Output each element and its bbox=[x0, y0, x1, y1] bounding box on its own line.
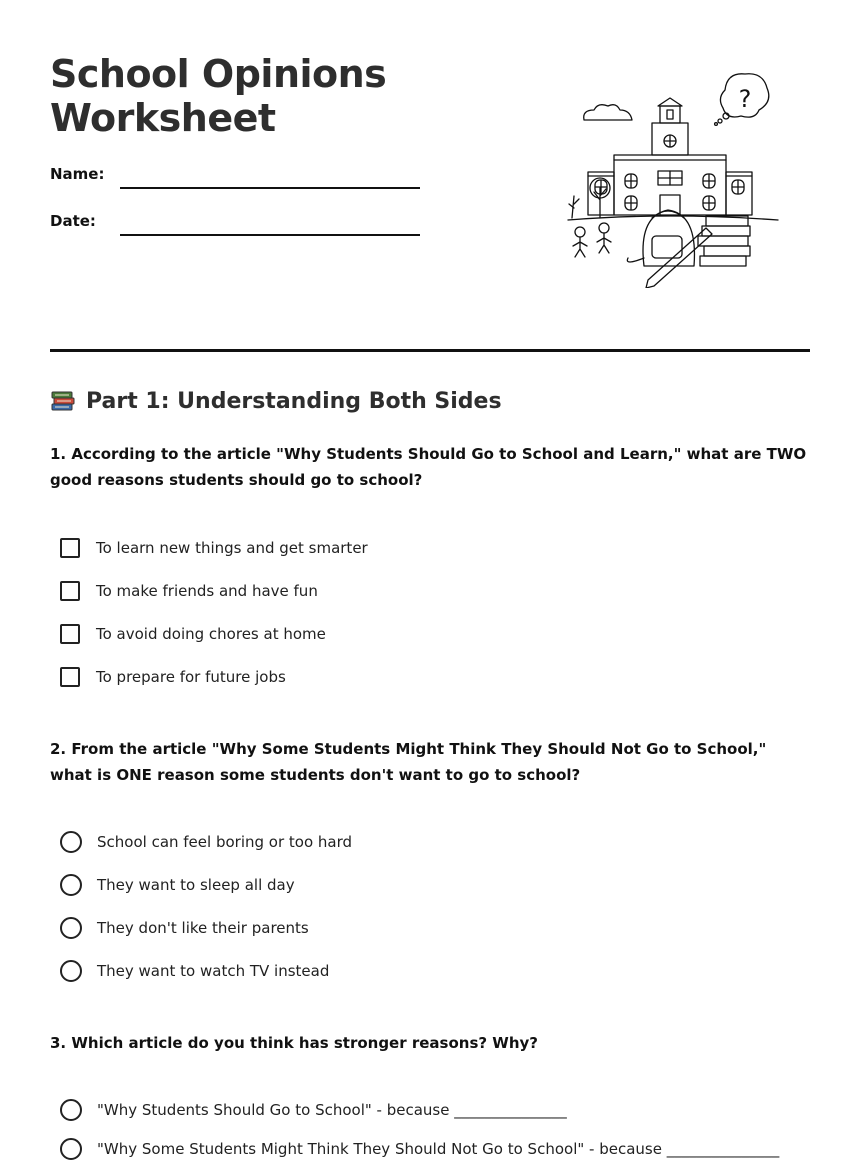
checkbox[interactable] bbox=[60, 624, 80, 644]
date-field[interactable] bbox=[120, 234, 420, 236]
page-title bbox=[50, 52, 386, 140]
option-label: They want to sleep all day bbox=[97, 876, 295, 894]
q1-option-3[interactable] bbox=[60, 622, 326, 646]
option-label: To learn new things and get smarter bbox=[96, 539, 368, 557]
option-label: They don't like their parents bbox=[97, 919, 309, 937]
radio-button[interactable] bbox=[60, 831, 82, 853]
radio-button[interactable] bbox=[60, 874, 82, 896]
option-label: School can feel boring or too hard bbox=[97, 833, 353, 851]
part1-heading bbox=[50, 388, 502, 414]
option-label: "Why Students Should Go to School" - because _______________ bbox=[97, 1101, 567, 1119]
q3-option-1[interactable] bbox=[60, 1098, 567, 1122]
option-label: "Why Some Students Might Think They Should Not Go to School" - because _______________ bbox=[97, 1140, 780, 1158]
q2-option-2[interactable] bbox=[60, 873, 295, 897]
question-1: 1. According to the article "Why Students Should Go to School and Learn," what are TWO good reasons students should go to school? bbox=[50, 445, 807, 489]
books-icon bbox=[50, 388, 76, 414]
q2-option-4[interactable] bbox=[60, 959, 329, 983]
q3-option-2[interactable] bbox=[60, 1137, 779, 1161]
title-line-1: School Opinions bbox=[50, 52, 387, 96]
q1-option-2[interactable] bbox=[60, 579, 318, 603]
radio-button[interactable] bbox=[60, 960, 82, 982]
name-field[interactable] bbox=[120, 187, 420, 189]
q2-option-1[interactable] bbox=[60, 830, 352, 854]
question-3: 3. Which article do you think has stronger reasons? Why? bbox=[50, 1034, 539, 1052]
q1-option-1[interactable] bbox=[60, 536, 368, 560]
radio-button[interactable] bbox=[60, 917, 82, 939]
question-2: 2. From the article "Why Some Students Might Think They Should Not Go to School," what is ONE reason some students don't want to go to school? bbox=[50, 740, 767, 784]
option-label: To make friends and have fun bbox=[96, 582, 318, 600]
date-label: Date: bbox=[50, 212, 96, 230]
name-label: Name: bbox=[50, 165, 105, 183]
q1-option-4[interactable] bbox=[60, 665, 286, 689]
cloud-icon bbox=[584, 105, 632, 120]
part1-heading-text: Part 1: Understanding Both Sides bbox=[86, 388, 502, 414]
option-label: To avoid doing chores at home bbox=[96, 625, 326, 643]
q2-option-3[interactable] bbox=[60, 916, 309, 940]
radio-button[interactable] bbox=[60, 1138, 82, 1160]
checkbox[interactable] bbox=[60, 667, 80, 687]
question-mark: ? bbox=[738, 85, 752, 113]
checkbox[interactable] bbox=[60, 581, 80, 601]
option-label: They want to watch TV instead bbox=[97, 962, 330, 980]
section-divider bbox=[50, 349, 810, 352]
radio-button[interactable] bbox=[60, 1099, 82, 1121]
school-illustration bbox=[560, 68, 785, 288]
option-label: To prepare for future jobs bbox=[96, 668, 286, 686]
title-line-2: Worksheet bbox=[50, 96, 276, 140]
checkbox[interactable] bbox=[60, 538, 80, 558]
